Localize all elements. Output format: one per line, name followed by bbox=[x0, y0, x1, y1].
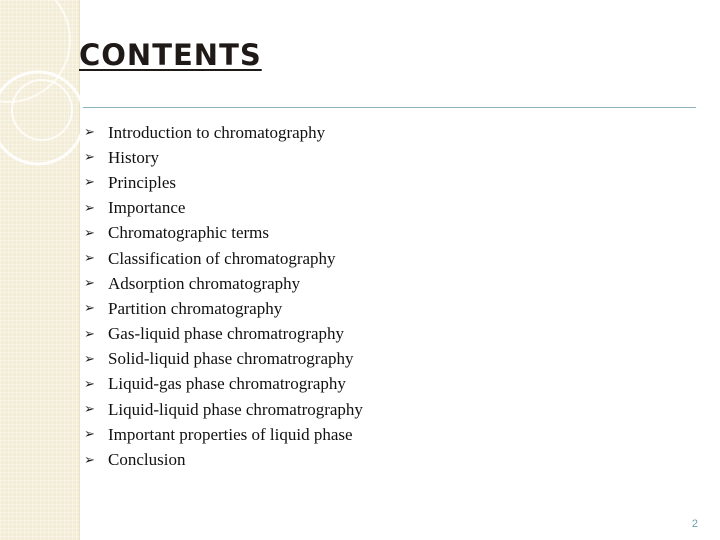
arrow-bullet-icon: ➢ bbox=[84, 225, 95, 241]
list-item bbox=[84, 145, 363, 170]
list-item-label: Solid-liquid phase chromatrography bbox=[108, 349, 354, 369]
list-item-label: Importance bbox=[108, 198, 186, 218]
arrow-bullet-icon: ➢ bbox=[84, 125, 95, 141]
list-item-label: Liquid-liquid phase chromatrography bbox=[108, 399, 363, 419]
list-item-label: Liquid-gas phase chromatrography bbox=[108, 374, 346, 394]
arrow-bullet-icon: ➢ bbox=[84, 452, 95, 468]
list-item-label: Important properties of liquid phase bbox=[108, 424, 353, 444]
arrow-bullet-icon: ➢ bbox=[84, 251, 95, 267]
page-number: 2 bbox=[691, 518, 698, 530]
list-item bbox=[84, 447, 363, 472]
list-item-label: Principles bbox=[108, 172, 176, 192]
list-item bbox=[84, 246, 363, 271]
arrow-bullet-icon: ➢ bbox=[84, 326, 95, 342]
list-item-label: Gas-liquid phase chromatrography bbox=[108, 324, 345, 344]
arrow-bullet-icon: ➢ bbox=[84, 200, 95, 216]
list-item bbox=[84, 397, 363, 422]
arrow-bullet-icon: ➢ bbox=[84, 150, 95, 166]
list-item-label: Classification of chromatography bbox=[108, 248, 336, 268]
list-item-label: Chromatographic terms bbox=[108, 223, 269, 243]
list-item-label: Partition chromatography bbox=[108, 298, 283, 318]
list-item bbox=[84, 221, 363, 246]
list-item-label: Conclusion bbox=[108, 450, 186, 470]
list-item bbox=[84, 170, 363, 195]
list-item bbox=[84, 422, 363, 447]
list-item bbox=[84, 271, 363, 296]
contents-list bbox=[84, 120, 363, 473]
arrow-bullet-icon: ➢ bbox=[84, 376, 95, 392]
list-item-label: Adsorption chromatography bbox=[108, 273, 301, 293]
list-item bbox=[84, 196, 363, 221]
arrow-bullet-icon: ➢ bbox=[84, 175, 95, 191]
slide-title: CONTENTS bbox=[79, 38, 262, 72]
arrow-bullet-icon: ➢ bbox=[84, 276, 95, 292]
title-divider bbox=[83, 107, 696, 108]
list-item bbox=[84, 296, 363, 321]
list-item bbox=[84, 322, 363, 347]
arrow-bullet-icon: ➢ bbox=[84, 427, 95, 443]
list-item-label: History bbox=[108, 147, 159, 167]
arrow-bullet-icon: ➢ bbox=[84, 351, 95, 367]
list-item bbox=[84, 347, 363, 372]
list-item bbox=[84, 120, 363, 145]
list-item bbox=[84, 372, 363, 397]
arrow-bullet-icon: ➢ bbox=[84, 402, 95, 418]
list-item-label: Introduction to chromatography bbox=[108, 122, 326, 142]
arrow-bullet-icon: ➢ bbox=[84, 301, 95, 317]
